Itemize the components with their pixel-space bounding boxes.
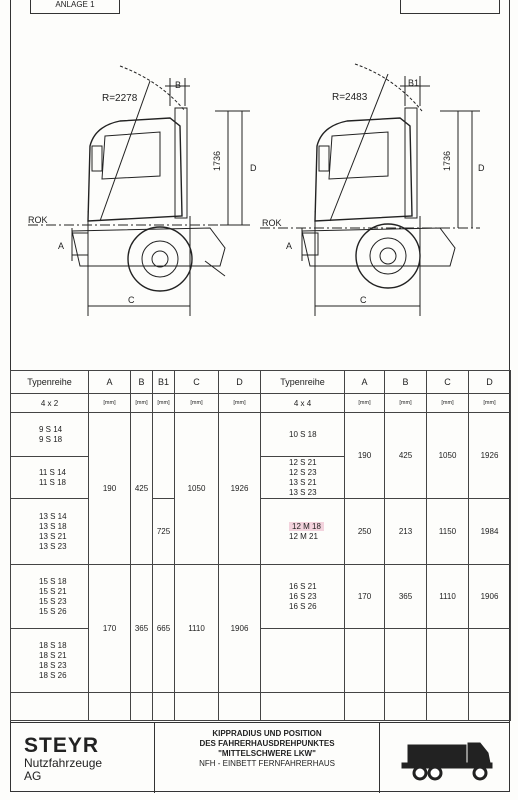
model: 13 S 14 <box>39 511 67 521</box>
brand-suffix: AG <box>24 769 42 783</box>
top-right-box <box>400 0 500 14</box>
unit-label: [mm] <box>131 394 153 413</box>
header-row <box>11 371 511 394</box>
truck-drawing-4x4 <box>260 64 480 316</box>
highlighted-model: 12 M 18 <box>289 522 324 531</box>
model-group-15s <box>11 565 89 629</box>
height-label-4x2: 1736 <box>212 150 222 171</box>
table-row-empty <box>11 693 511 721</box>
title-line: KIPPRADIUS UND POSITION <box>212 729 322 738</box>
model: 12 S 21 <box>289 457 317 467</box>
dimension-table <box>10 370 511 721</box>
type-series-header-4x2: Typenreihe <box>11 371 89 394</box>
annex-label: ANLAGE 1 <box>30 0 120 14</box>
document-title <box>155 723 380 793</box>
cab-tilt-drawings <box>10 16 510 356</box>
unit-label: [mm] <box>175 394 219 413</box>
unit-label: [mm] <box>153 394 175 413</box>
rok-label-4x2: ROK <box>28 215 48 225</box>
table-row <box>11 629 511 693</box>
value-c-upper: 1050 <box>175 413 219 565</box>
col-b-header-4x4: B <box>385 371 427 394</box>
value-d-row2: 1984 <box>469 499 511 565</box>
model: 9 S 18 <box>39 434 63 444</box>
table-row <box>11 499 511 565</box>
model: 12 M 21 <box>289 531 318 541</box>
unit-label: [mm] <box>89 394 131 413</box>
title-line: DES FAHRERHAUSDREHPUNKTES <box>199 739 335 748</box>
model: 16 S 21 <box>289 581 317 591</box>
c-dim-label-4x4: C <box>360 295 367 305</box>
value-c-row2: 1150 <box>427 499 469 565</box>
empty-cell <box>469 693 511 721</box>
empty-cell <box>385 693 427 721</box>
empty-cell <box>175 693 219 721</box>
value-a-upper: 190 <box>89 413 131 565</box>
brand-logo: STEYR <box>24 734 100 757</box>
truck-drawing-4x2 <box>28 66 250 316</box>
value-b1-mid: 725 <box>153 499 175 565</box>
empty-cell <box>385 629 427 693</box>
empty-cell <box>261 693 345 721</box>
col-b-header-4x2: B <box>131 371 153 394</box>
value-b1-upper <box>153 413 175 499</box>
model-group-13s <box>11 499 89 565</box>
model: 13 S 23 <box>289 487 317 497</box>
value-d-row1: 1926 <box>469 413 511 499</box>
col-a-header-4x4: A <box>345 371 385 394</box>
brand-block <box>10 723 155 793</box>
model: 18 S 23 <box>39 660 67 670</box>
model: 11 S 18 <box>39 477 66 487</box>
unit-label: [mm] <box>385 394 427 413</box>
col-a-header-4x2: A <box>89 371 131 394</box>
value-a-row2: 250 <box>345 499 385 565</box>
type-series-header-4x4: Typenreihe <box>261 371 345 394</box>
model-group-9s <box>11 413 89 457</box>
model: 13 S 18 <box>39 521 67 531</box>
brand-subtitle: Nutzfahrzeuge <box>24 756 103 770</box>
model: 15 S 23 <box>39 596 67 606</box>
height-label-4x4: 1736 <box>442 150 452 171</box>
model: 9 S 14 <box>39 424 63 434</box>
unit-label: [mm] <box>469 394 511 413</box>
table-row <box>11 413 511 457</box>
empty-cell <box>345 629 385 693</box>
model: 15 S 21 <box>39 586 67 596</box>
value-b1-lower: 665 <box>153 565 175 693</box>
model: 13 S 21 <box>289 477 317 487</box>
empty-cell <box>469 629 511 693</box>
value-d-lower: 1906 <box>219 565 261 693</box>
empty-cell <box>89 693 131 721</box>
model: 16 S 26 <box>289 601 317 611</box>
model-group-18s <box>11 629 89 693</box>
value-a-lower: 170 <box>89 565 131 693</box>
value-c-lower: 1110 <box>175 565 219 693</box>
model: 11 S 14 <box>39 467 66 477</box>
model: 16 S 23 <box>289 591 317 601</box>
empty-cell <box>261 629 345 693</box>
value-a-row1: 190 <box>345 413 385 499</box>
model: 13 S 21 <box>39 531 67 541</box>
model: 15 S 26 <box>39 606 67 616</box>
empty-cell <box>131 693 153 721</box>
value-d-row3: 1906 <box>469 565 511 629</box>
model: 12 S 23 <box>289 467 317 477</box>
a-dim-label-4x2: A <box>58 241 65 251</box>
value-a-row3: 170 <box>345 565 385 629</box>
model-group-12s-13s <box>261 457 345 499</box>
empty-cell <box>345 693 385 721</box>
value-d-upper: 1926 <box>219 413 261 565</box>
model: 18 S 21 <box>39 650 67 660</box>
unit-row <box>11 394 511 413</box>
d-dim-label-4x4: D <box>478 163 485 173</box>
d-dim-label-4x2: D <box>250 163 257 173</box>
value-b-lower: 365 <box>131 565 153 693</box>
b1-dim-label-4x4: B1 <box>408 78 420 88</box>
title-block <box>10 722 510 792</box>
empty-cell <box>11 693 89 721</box>
rok-label-4x4: ROK <box>262 218 282 228</box>
title-line: "MITTELSCHWERE LKW" <box>218 749 316 758</box>
empty-cell <box>427 693 469 721</box>
radius-label-4x4: R=2483 <box>332 92 368 103</box>
title-line: NFH - EINBETT FERNFAHRERHAUS <box>199 759 335 768</box>
a-dim-label-4x4: A <box>286 241 293 251</box>
model: 13 S 23 <box>39 541 67 551</box>
unit-label: [mm] <box>345 394 385 413</box>
unit-label: [mm] <box>219 394 261 413</box>
empty-cell <box>153 693 175 721</box>
col-c-header-4x2: C <box>175 371 219 394</box>
col-d-header-4x4: D <box>469 371 511 394</box>
drive-4x4: 4 x 4 <box>261 394 345 413</box>
radius-label-4x2: R=2278 <box>102 93 138 104</box>
table-row <box>11 565 511 629</box>
value-b-row3: 365 <box>385 565 427 629</box>
col-b1-header-4x2: B1 <box>153 371 175 394</box>
value-b-row1: 425 <box>385 413 427 499</box>
value-c-row1: 1050 <box>427 413 469 499</box>
truck-icon <box>380 723 510 793</box>
value-c-row3: 1110 <box>427 565 469 629</box>
col-d-header-4x2: D <box>219 371 261 394</box>
col-c-header-4x4: C <box>427 371 469 394</box>
model-group-12m <box>261 499 345 565</box>
b-dim-label-4x2: B <box>175 80 182 90</box>
model: 18 S 26 <box>39 670 67 680</box>
model-group-11s <box>11 457 89 499</box>
empty-cell <box>219 693 261 721</box>
model: 15 S 18 <box>39 576 67 586</box>
empty-cell <box>427 629 469 693</box>
drive-4x2: 4 x 2 <box>11 394 89 413</box>
model-group-16s <box>261 565 345 629</box>
value-b-upper: 425 <box>131 413 153 565</box>
unit-label: [mm] <box>427 394 469 413</box>
value-b-row2: 213 <box>385 499 427 565</box>
model-group-10s <box>261 413 345 457</box>
c-dim-label-4x2: C <box>128 295 135 305</box>
model: 10 S 18 <box>289 429 317 439</box>
model: 18 S 18 <box>39 640 67 650</box>
